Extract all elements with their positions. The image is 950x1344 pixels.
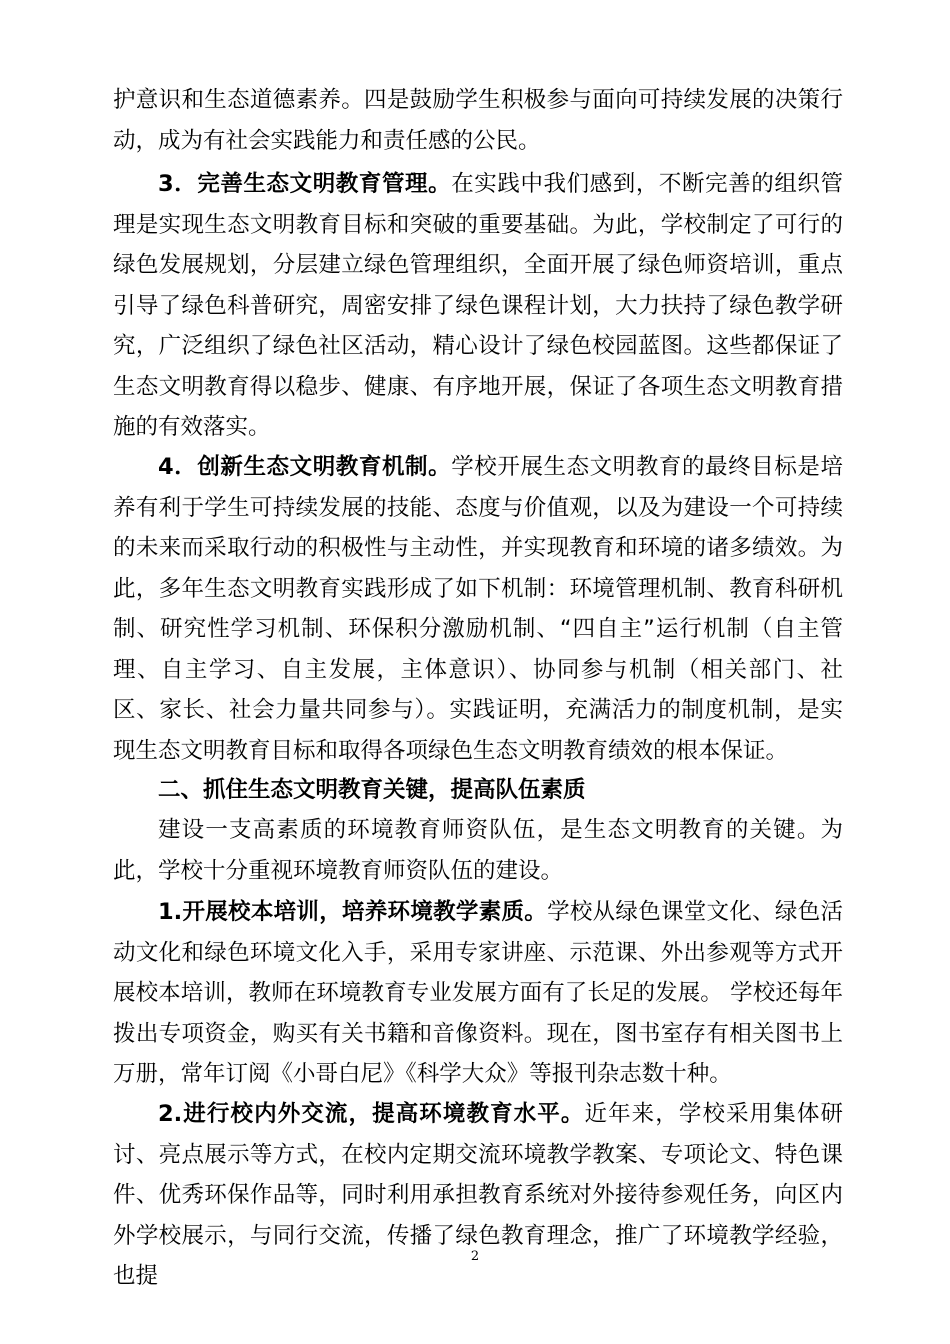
paragraph-lead-title: 3．完善生态文明教育管理。 <box>158 171 452 197</box>
paragraph-text: 护意识和生态道德素养。四是鼓励学生积极参与面向可持续发展的决策行动，成为有社会实践能力和责任感的公民。 <box>113 87 843 154</box>
page-number: 2 <box>470 1249 480 1264</box>
paragraph-lead-title: 1.开展校本培训，培养环境教学素质。 <box>158 899 548 925</box>
paragraph-continuation <box>113 80 843 161</box>
paragraph-mechanism <box>113 447 843 771</box>
paragraph-intro <box>113 810 843 891</box>
paragraph-text: 学校从绿色课堂文化、绿色活动文化和绿色环境文化入手，采用专家讲座、示范课、外出参观等方式开展校本培训，教师在环境教育专业发展方面有了长足的发展。 学校还每年拨出专项资金，购买有关书籍和音像资料。现在，图书室存有相关图书上万册，常年订阅《小哥白尼》《科学大众》等报刊杂志数十种。 <box>113 899 843 1087</box>
paragraph-lead-title: 2.进行校内外交流，提高环境教育水平。 <box>158 1101 585 1127</box>
paragraph-lead-title: 4．创新生态文明教育机制。 <box>158 454 452 480</box>
paragraph-text: 学校开展生态文明教育的最终目标是培养有利于学生可持续发展的技能、态度与价值观，以及为建设一个可持续的未来而采取行动的积极性与主动性，并实现教育和环境的诸多绩效。为此，多年生态文明教育实践形成了如下机制：环境管理机制、教育科研机制、研究性学习机制、环保积分激励机制、“四自主”运行机制（自主管理、自主学习、自主发展，主体意识）、协同参与机制（相关部门、社区、家长、社会力量共同参与）。实践证明，充满活力的制度机制，是实现生态文明教育目标和取得各项绿色生态文明教育绩效的根本保证。 <box>113 454 843 764</box>
paragraph-exchange <box>113 1094 843 1297</box>
section-heading: 二、抓住生态文明教育关键，提高队伍素质 <box>158 777 586 803</box>
paragraph-training <box>113 892 843 1095</box>
paragraph-text: 近年来，学校采用集体研讨、亮点展示等方式，在校内定期交流环境教学教案、专项论文、特色课件、优秀环保作品等，同时利用承担教育系统对外接待参观任务，向区内外学校展示，与同行交流，传播了绿色教育理念，推广了环境教学经验，也提 <box>113 1101 843 1289</box>
paragraph-text: 建设一支高素质的环境教育师资队伍，是生态文明教育的关键。为此，学校十分重视环境教育师资队伍的建设。 <box>113 817 843 884</box>
paragraph-text: 在实践中我们感到，不断完善的组织管理是实现生态文明教育目标和突破的重要基础。为此，学校制定了可行的绿色发展规划，分层建立绿色管理组织，全面开展了绿色师资培训，重点引导了绿色科普研究，周密安排了绿色课程计划，大力扶持了绿色教学研究，广泛组织了绿色社区活动，精心设计了绿色校园蓝图。这些都保证了生态文明教育得以稳步、健康、有序地开展，保证了各项生态文明教育措施的有效落实。 <box>113 171 843 440</box>
paragraph-management <box>113 164 843 448</box>
